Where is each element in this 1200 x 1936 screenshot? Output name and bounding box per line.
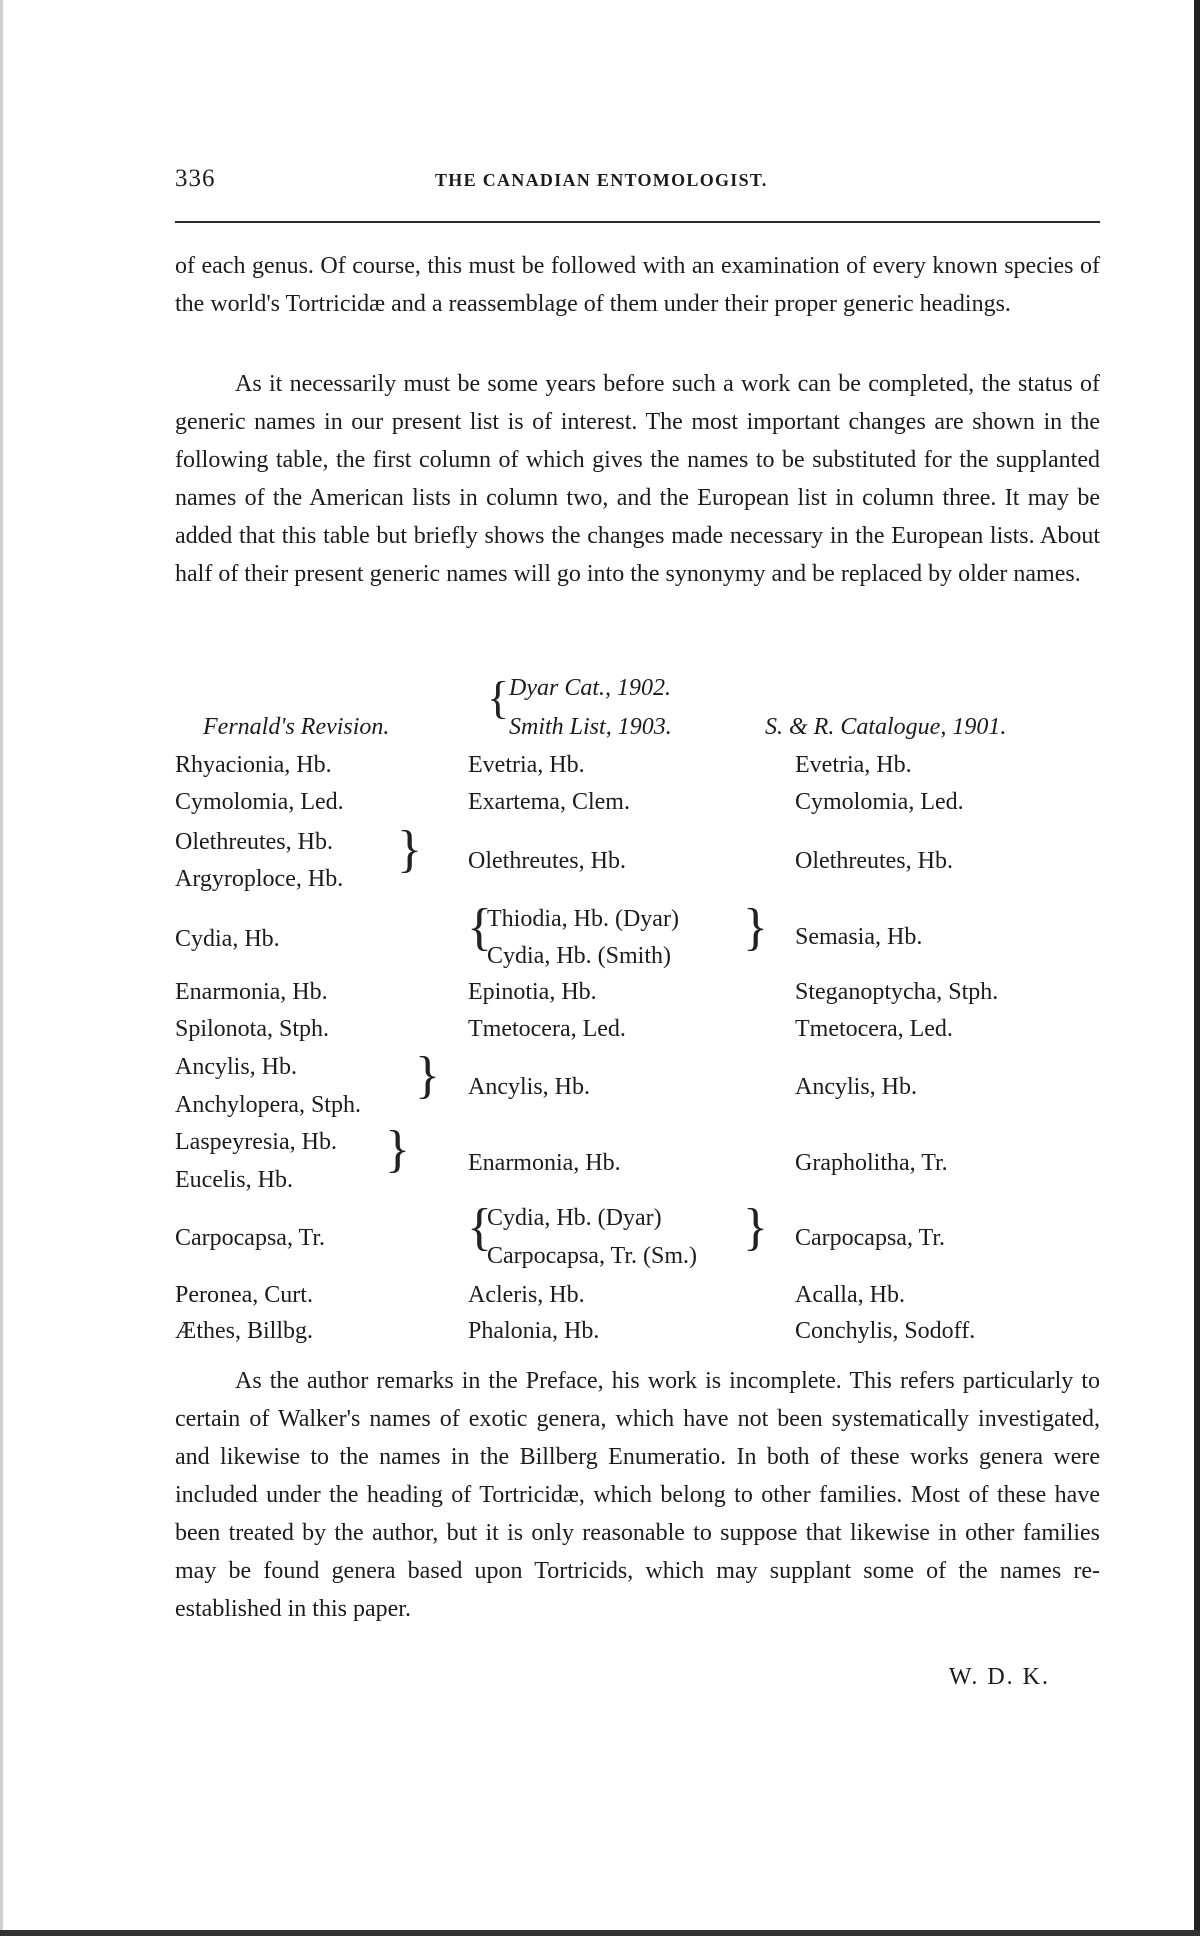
page-left-edge bbox=[0, 0, 3, 1936]
brace-laspeyresia: } bbox=[385, 1121, 410, 1178]
col2-row: Acleris, Hb. bbox=[468, 1282, 585, 1308]
paragraph-3: As the author remarks in the Preface, his work is incomplete. This refers particularly to certain of Walker's names of exotic genera, which have not been systematically investigated, and likewise to the names in the Billberg Enumeratio. In both of these works genera were included under the heading of Tortricidæ, which belong to other families. Most of these have been treated by the author, but it is only reasonable to suppose that likewise in other families may be found genera based upon Tortricids, which may supplant some of the names re-established in this paper. bbox=[175, 1368, 1100, 1622]
col3-row: Steganoptycha, Stph. bbox=[795, 979, 999, 1005]
col2-row: Epinotia, Hb. bbox=[468, 979, 597, 1005]
col2-row: Cydia, Hb. (Dyar) bbox=[487, 1205, 662, 1231]
col3-row: Carpocapsa, Tr. bbox=[795, 1225, 945, 1251]
col3-row: Grapholitha, Tr. bbox=[795, 1150, 948, 1176]
col3-row: Evetria, Hb. bbox=[795, 752, 912, 778]
col2-row: Carpocapsa, Tr. (Sm.) bbox=[487, 1243, 697, 1269]
col3-row: Tmetocera, Led. bbox=[795, 1016, 953, 1042]
page-header bbox=[175, 165, 1100, 201]
col2-row: Olethreutes, Hb. bbox=[468, 848, 626, 874]
paragraph-1: of each genus. Of course, this must be followed with an examination of every known species of the world's Tortricidæ and a reassemblage of them under their proper generic headings. bbox=[175, 253, 1100, 317]
header-fernald: Fernald's Revision. bbox=[203, 714, 390, 740]
brace-olethreutes: } bbox=[397, 821, 422, 878]
col1-row: Olethreutes, Hb. bbox=[175, 829, 333, 855]
paragraph-2: As it necessarily must be some years before such a work can be completed, the status of generic names in our present list is of interest. The most important changes are shown in the following table, the first column of which gives the names to be substituted for the supplanted names of the American lists in column two, and the European list in column three. It may be added that this table but briefly shows the changes made necessary in the European lists. About half of their present generic names will go into the synonymy and be replaced by older names. bbox=[175, 371, 1100, 587]
page-right-edge bbox=[1194, 0, 1200, 1936]
col2-row: Evetria, Hb. bbox=[468, 752, 585, 778]
col1-row: Rhyacionia, Hb. bbox=[175, 752, 332, 778]
col2-row: Tmetocera, Led. bbox=[468, 1016, 626, 1042]
col3-row: Olethreutes, Hb. bbox=[795, 848, 953, 874]
col1-row: Cymolomia, Led. bbox=[175, 789, 344, 815]
col2-row: Phalonia, Hb. bbox=[468, 1318, 600, 1344]
page-number: 336 bbox=[175, 165, 216, 192]
signature: W. D. K. bbox=[948, 1664, 1050, 1690]
header-rule bbox=[175, 221, 1100, 223]
col1-row: Peronea, Curt. bbox=[175, 1282, 313, 1308]
col2-row: Thiodia, Hb. (Dyar) bbox=[487, 906, 679, 932]
brace-carpocapsa-right: } bbox=[743, 1199, 768, 1256]
header-dyar: Dyar Cat., 1902. bbox=[509, 675, 671, 701]
col1-row: Anchylopera, Stph. bbox=[175, 1092, 361, 1118]
col3-row: Ancylis, Hb. bbox=[795, 1074, 917, 1100]
col1-row: Æthes, Billbg. bbox=[175, 1318, 314, 1344]
col1-row: Argyroploce, Hb. bbox=[175, 866, 344, 892]
header-brace-left: { bbox=[487, 672, 510, 723]
col2-row: Ancylis, Hb. bbox=[468, 1074, 590, 1100]
brace-cydia-right: } bbox=[743, 899, 768, 956]
col1-row: Enarmonia, Hb. bbox=[175, 979, 328, 1005]
col2-row: Cydia, Hb. (Smith) bbox=[487, 943, 671, 969]
col1-row: Laspeyresia, Hb. bbox=[175, 1129, 337, 1155]
col3-row: Semasia, Hb. bbox=[795, 924, 923, 950]
header-sr-catalogue: S. & R. Catalogue, 1901. bbox=[765, 714, 1007, 740]
brace-ancylis: } bbox=[415, 1047, 440, 1104]
col1-row: Cydia, Hb. bbox=[175, 926, 280, 952]
col1-row: Eucelis, Hb. bbox=[175, 1167, 293, 1193]
col3-row: Acalla, Hb. bbox=[795, 1282, 905, 1308]
brace-cydia-left: { bbox=[467, 899, 492, 956]
brace-carpocapsa-left: { bbox=[467, 1199, 492, 1256]
col3-row: Cymolomia, Led. bbox=[795, 789, 964, 815]
col1-row: Carpocapsa, Tr. bbox=[175, 1225, 325, 1251]
page-bottom-edge bbox=[0, 1930, 1200, 1936]
col2-row: Enarmonia, Hb. bbox=[468, 1150, 621, 1176]
col1-row: Spilonota, Stph. bbox=[175, 1016, 330, 1042]
header-smith: Smith List, 1903. bbox=[509, 714, 672, 740]
col3-row: Conchylis, Sodoff. bbox=[795, 1318, 976, 1344]
running-title: THE CANADIAN ENTOMOLOGIST. bbox=[435, 170, 768, 190]
col2-row: Exartema, Clem. bbox=[468, 789, 630, 815]
col1-row: Ancylis, Hb. bbox=[175, 1054, 297, 1080]
